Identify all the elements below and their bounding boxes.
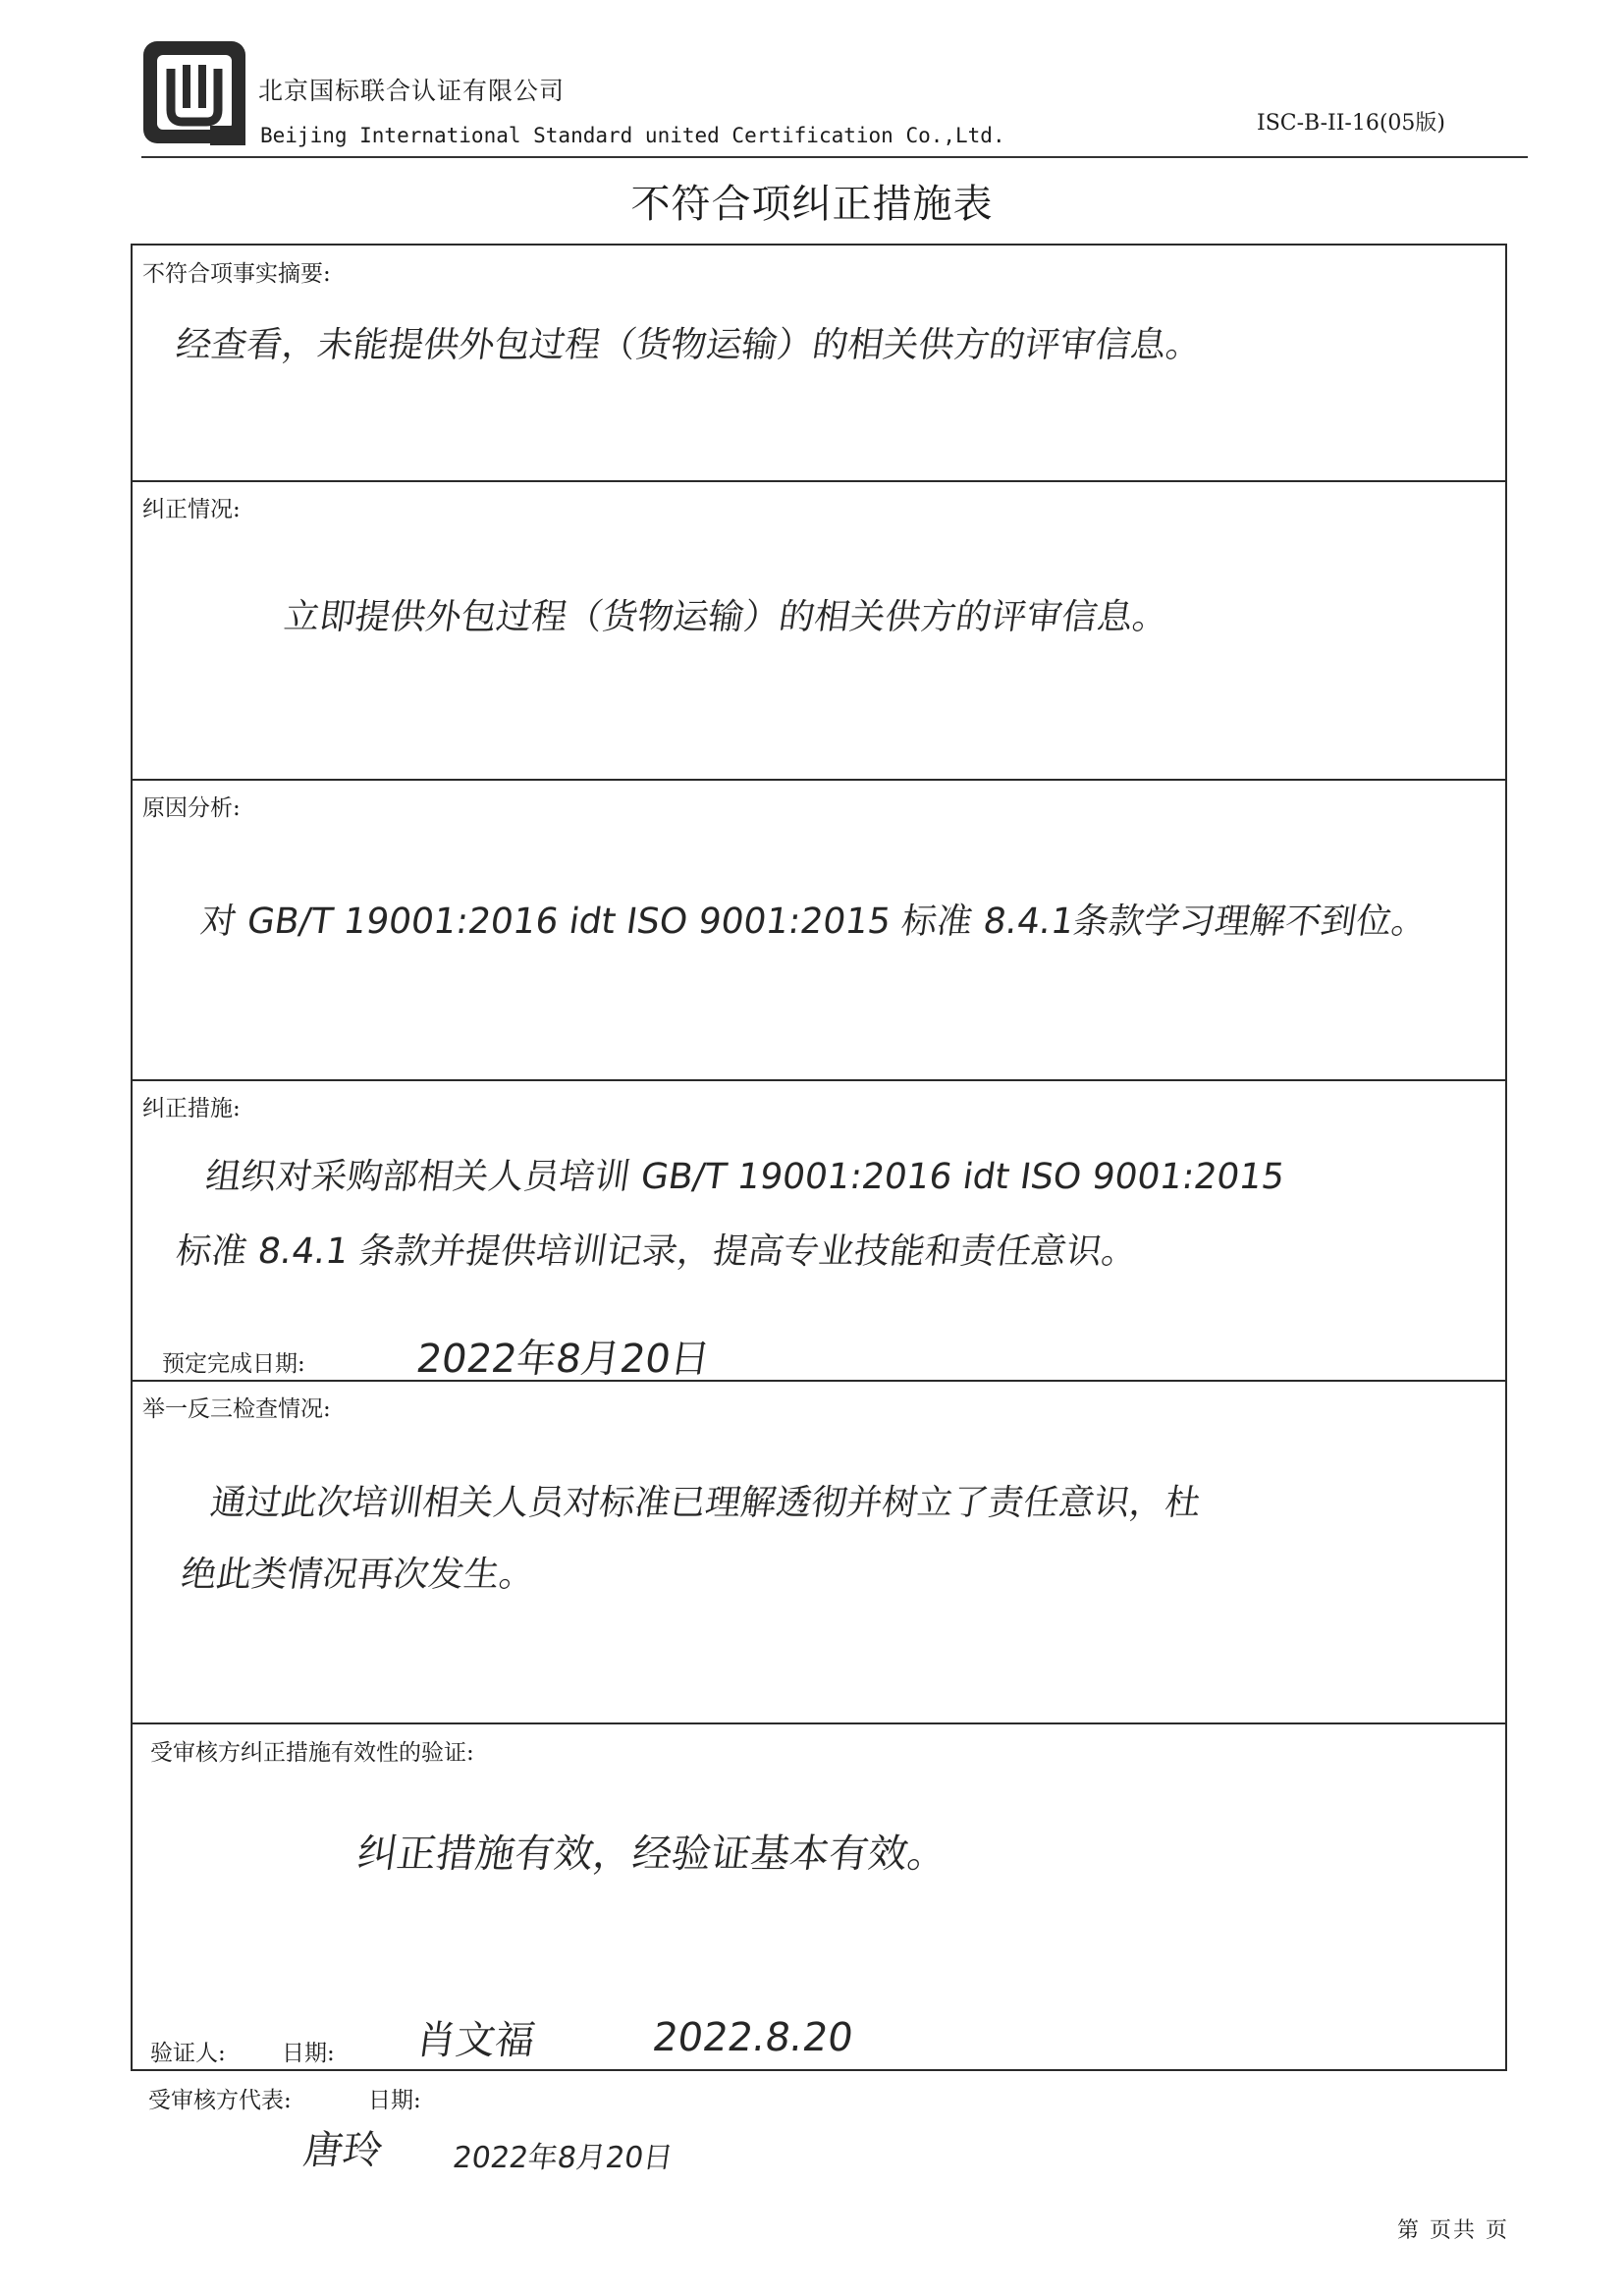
row-divider xyxy=(133,779,1505,781)
extension-check-content-line2: 绝此类情况再次发生。 xyxy=(178,1555,538,1595)
corrective-action-content-line1: 组织对采购部相关人员培训 GB/T 19001:2016 idt ISO 9001:2015 xyxy=(202,1157,1287,1197)
corrective-action-label: 纠正措施: xyxy=(142,1096,241,1121)
representative-label: 受审核方代表: xyxy=(148,2088,292,2113)
document-title: 不符合项纠正措施表 xyxy=(630,182,994,227)
nonconformity-label: 不符合项事实摘要: xyxy=(142,261,331,287)
row-divider xyxy=(133,1079,1505,1081)
due-date-value: 2022年8月20日 xyxy=(413,1337,713,1382)
corrective-action-form-table xyxy=(131,244,1507,2071)
row-divider xyxy=(133,1722,1505,1724)
form-code: ISC-B-II-16(05版) xyxy=(1257,111,1446,136)
representative-date-value: 2022年8月20日 xyxy=(451,2141,676,2175)
cause-content: 对 GB/T 19001:2016 idt ISO 9001:2015 标准 8.4.1条款学习理解不到位。 xyxy=(197,902,1431,942)
representative-signature: 唐玲 xyxy=(300,2128,386,2173)
correction-label: 纠正情况: xyxy=(142,497,241,522)
extension-check-label: 举一反三检查情况: xyxy=(142,1396,331,1422)
row-divider xyxy=(133,480,1505,482)
verifier-signature: 肖文福 xyxy=(413,2018,538,2063)
verification-content: 纠正措施有效，经验证基本有效。 xyxy=(354,1831,950,1877)
company-name-cn: 北京国标联合认证有限公司 xyxy=(258,77,566,105)
cause-label: 原因分析: xyxy=(142,795,241,821)
correction-content: 立即提供外包过程（货物运输）的相关供方的评审信息。 xyxy=(281,597,1171,637)
header-divider xyxy=(141,156,1528,158)
due-date-label: 预定完成日期: xyxy=(162,1351,305,1377)
row-divider xyxy=(133,1380,1505,1382)
nonconformity-content: 经查看，未能提供外包过程（货物运输）的相关供方的评审信息。 xyxy=(173,325,1205,365)
verifier-date-label: 日期: xyxy=(282,2041,335,2066)
company-seal-logo-icon xyxy=(141,39,247,147)
representative-date-label: 日期: xyxy=(368,2088,421,2113)
verification-label: 受审核方纠正措施有效性的验证: xyxy=(150,1740,474,1766)
corrective-action-content-line2: 标准 8.4.1 条款并提供培训记录，提高专业技能和责任意识。 xyxy=(173,1231,1140,1272)
extension-check-content-line1: 通过此次培训相关人员对标准已理解透彻并树立了责任意识，杜 xyxy=(207,1483,1204,1523)
company-name-en: Beijing International Standard united Certification Co.,Ltd. xyxy=(260,124,1005,147)
page-number: 第 页共 页 xyxy=(1397,2218,1509,2243)
verifier-date-value: 2022.8.20 xyxy=(649,2015,856,2060)
verifier-label: 验证人: xyxy=(150,2041,226,2066)
